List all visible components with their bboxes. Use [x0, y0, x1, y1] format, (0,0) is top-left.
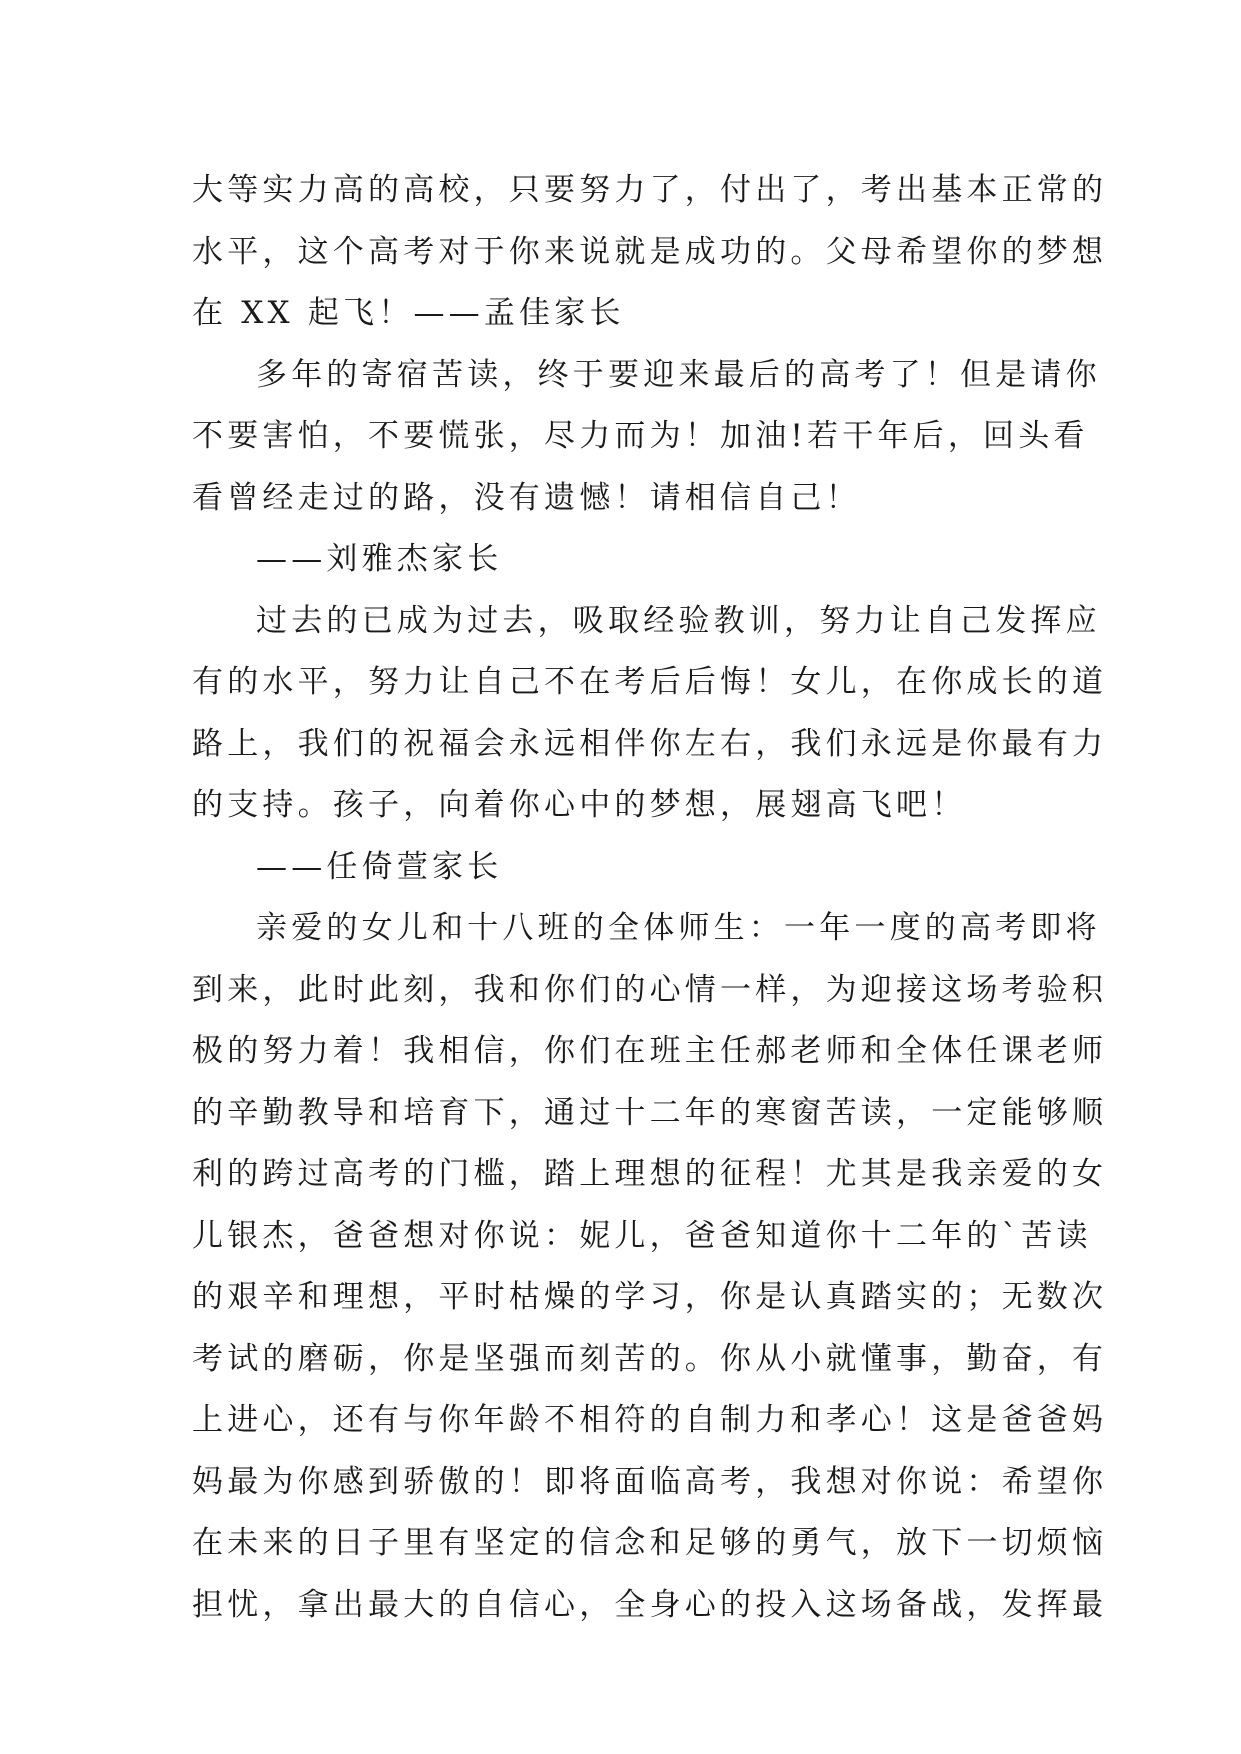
- text-line: 多年的寄宿苦读，终于要迎来最后的高考了！但是请你: [256, 356, 1101, 393]
- signature-line: ——刘雅杰家长: [256, 541, 503, 577]
- text-line: 大等实力高的高校，只要努力了，付出了，考出基本正常的: [192, 172, 1108, 208]
- text-line: 亲爱的女儿和十八班的全体师生：一年一度的高考即将: [256, 910, 1101, 946]
- signature-line: ——任倚萱家长: [256, 848, 503, 885]
- text-line: 在 XX 起飞！——孟佳家长: [192, 295, 625, 331]
- text-line: 过去的已成为过去，吸取经验教训，努力让自己发挥应: [256, 602, 1101, 639]
- text-line: 的艰辛和理想，平时枯燥的学习，你是认真踏实的；无数次: [192, 1279, 1108, 1315]
- text-line: 极的努力着！我相信，你们在班主任郝老师和全体任课老师: [192, 1033, 1108, 1069]
- text-line: 担忧，拿出最大的自信心，全身心的投入这场备战，发挥最: [192, 1586, 1108, 1623]
- text-line: 不要害怕，不要慌张，尽力而为！加油!若干年后，回头看: [192, 418, 1089, 454]
- text-line: 的支持。孩子，向着你心中的梦想，展翅高飞吧！: [192, 787, 967, 823]
- text-line: 看曾经走过的路，没有遗憾！请相信自己！: [192, 479, 861, 516]
- text-line: 妈最为你感到骄傲的！即将面临高考，我想对你说：希望你: [192, 1463, 1108, 1500]
- text-line: 路上，我们的祝福会永远相伴你左右，我们永远是你最有力: [192, 725, 1108, 762]
- text-line: 上进心，还有与你年龄不相符的自制力和孝心！这是爸爸妈: [192, 1402, 1108, 1438]
- document-body: [192, 160, 1108, 1636]
- text-line: 考试的磨砺，你是坚强而刻苦的。你从小就懂事，勤奋，有: [192, 1340, 1108, 1377]
- text-line: 有的水平，努力让自己不在考后后悔！女儿，在你成长的道: [192, 664, 1108, 700]
- text-line: 的辛勤教导和培育下，通过十二年的寒窗苦读，一定能够顺: [192, 1094, 1108, 1131]
- text-line: 到来，此时此刻，我和你们的心情一样，为迎接这场考验积: [192, 971, 1108, 1008]
- text-line: 水平，这个高考对于你来说就是成功的。父母希望你的梦想: [192, 233, 1108, 270]
- text-line: 儿银杰，爸爸想对你说：妮儿，爸爸知道你十二年的`苦读: [192, 1217, 1092, 1254]
- text-line: 在未来的日子里有坚定的信念和足够的勇气，放下一切烦恼: [192, 1525, 1108, 1561]
- text-line: 利的跨过高考的门槛，踏上理想的征程！尤其是我亲爱的女: [192, 1156, 1108, 1192]
